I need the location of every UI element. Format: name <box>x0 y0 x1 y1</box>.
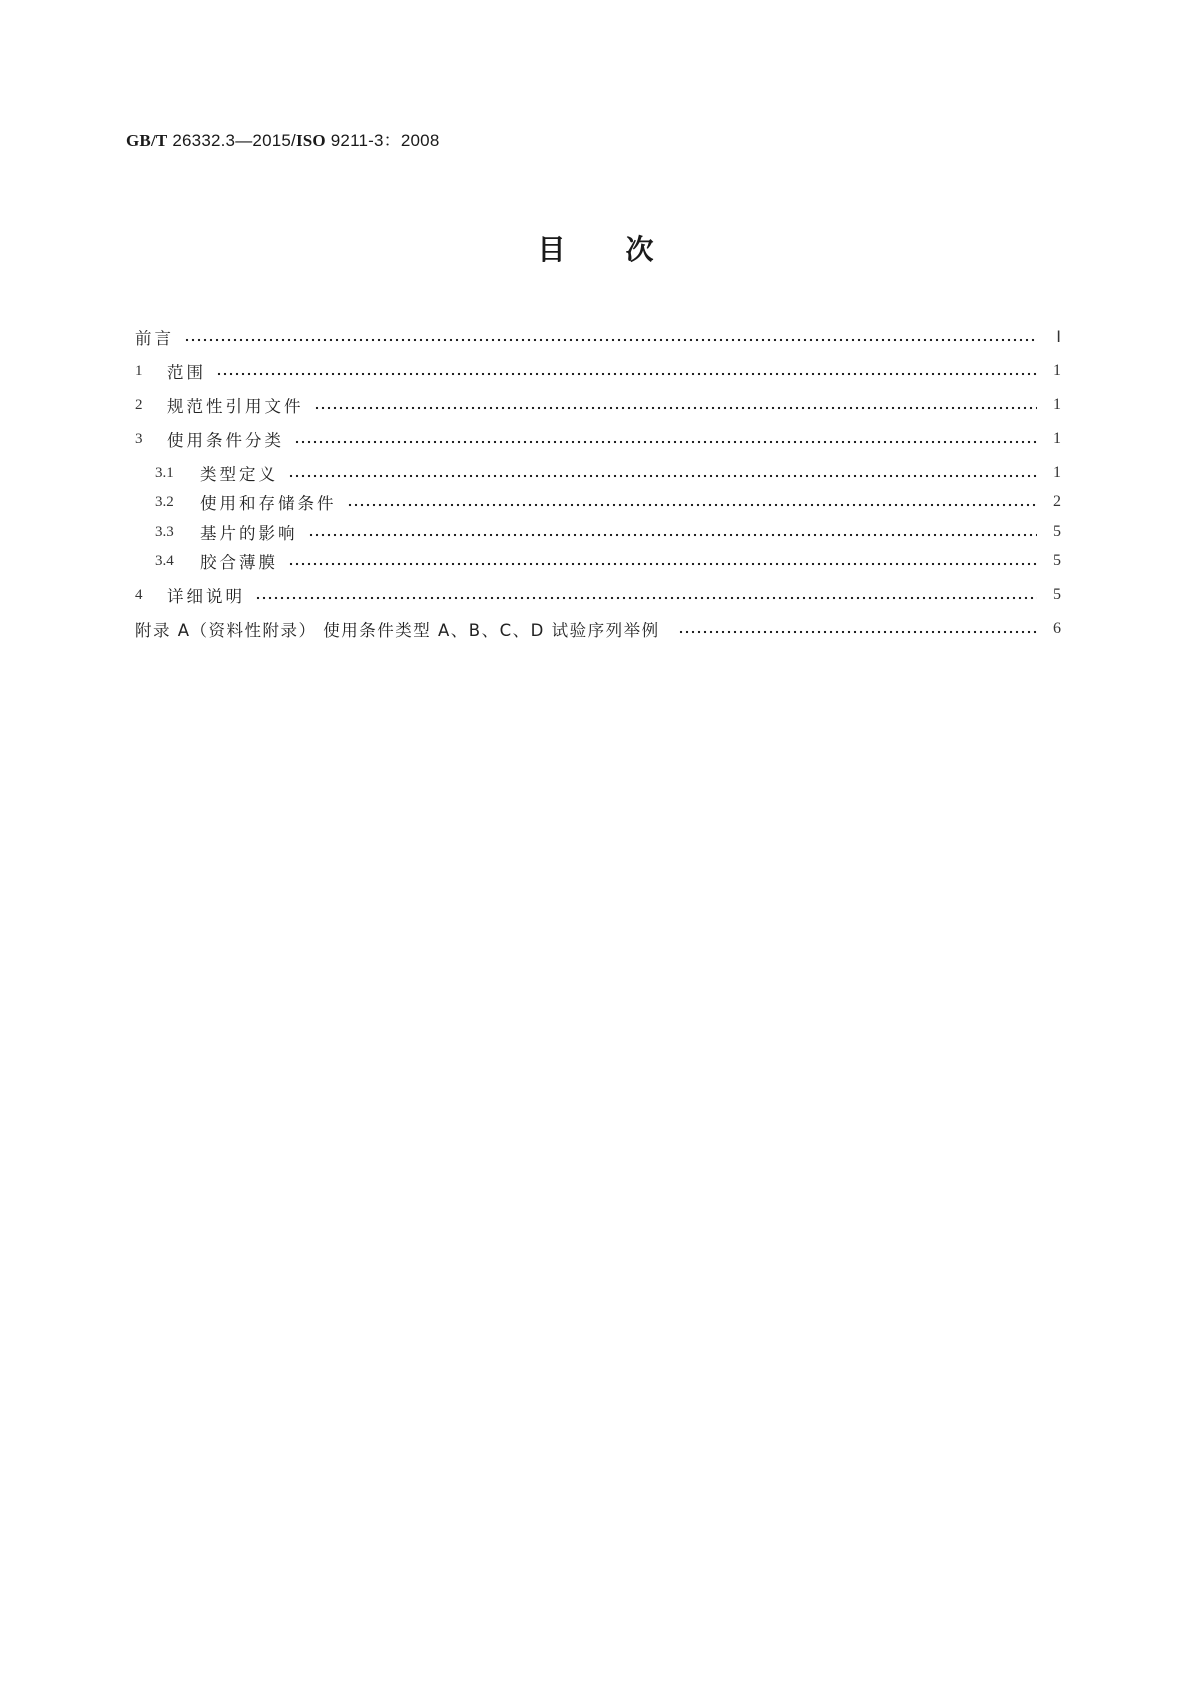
toc-page-number: 2 <box>1053 493 1061 510</box>
dot-leader <box>216 372 1037 376</box>
dot-leader <box>255 596 1037 600</box>
dot-leader <box>308 533 1038 537</box>
toc-page-number: 1 <box>1053 464 1061 481</box>
dot-leader <box>678 630 1037 634</box>
dot-leader <box>288 474 1037 478</box>
toc-section-number: 1 <box>135 362 143 379</box>
dot-leader <box>314 406 1038 410</box>
toc-label: 详细说明 <box>167 587 245 606</box>
toc-entry-classification[interactable] <box>135 426 1061 452</box>
document-header <box>126 126 439 151</box>
standard-prefix-gbt: GB/T <box>126 131 168 150</box>
toc-entry-annex-a[interactable] <box>135 616 1061 642</box>
toc-entry-normative-references[interactable] <box>135 392 1061 418</box>
toc-label: 范围 <box>167 363 206 382</box>
toc-section-number: 2 <box>135 396 143 413</box>
dot-leader <box>294 440 1037 444</box>
toc-section-number: 3.1 <box>155 464 174 481</box>
toc-section-number: 3 <box>135 430 143 447</box>
page-title <box>0 228 1191 268</box>
toc-label: 前言 <box>135 329 174 348</box>
toc-page-number: 6 <box>1053 620 1061 637</box>
toc-label: 使用条件分类 <box>167 431 284 450</box>
toc-entry-scope[interactable] <box>135 358 1061 384</box>
toc-section-number: 3.2 <box>155 493 174 510</box>
toc-entry-3-2[interactable] <box>135 489 1061 515</box>
toc-page-number: 1 <box>1053 430 1061 447</box>
toc-section-number: 3.3 <box>155 523 174 540</box>
iso-number: 9211-3：2008 <box>325 131 440 150</box>
toc-section-number: 4 <box>135 586 143 603</box>
toc-label: 附录 A（资料性附录） 使用条件类型 A、B、C、D 试验序列举例 <box>135 621 660 640</box>
toc-section-number: 3.4 <box>155 552 174 569</box>
toc-page-number: 5 <box>1053 552 1061 569</box>
toc-label: 基片的影响 <box>200 524 298 543</box>
toc-label: 类型定义 <box>200 465 278 484</box>
toc-entry-foreword[interactable] <box>135 324 1061 350</box>
dot-leader <box>184 338 1037 342</box>
title-char-1: 目 <box>537 233 566 266</box>
toc-entry-3-3[interactable] <box>135 519 1061 545</box>
toc-page-number: Ⅰ <box>1056 329 1061 346</box>
toc-entry-3-1[interactable] <box>135 460 1061 486</box>
toc-label: 规范性引用文件 <box>167 397 304 416</box>
title-char-2: 次 <box>625 233 654 266</box>
toc-page-number: 1 <box>1053 396 1061 413</box>
toc-page-number: 5 <box>1053 523 1061 540</box>
toc-label: 使用和存储条件 <box>200 494 337 513</box>
toc-entry-3-4[interactable] <box>135 548 1061 574</box>
toc-page-number: 5 <box>1053 586 1061 603</box>
toc-label: 胶合薄膜 <box>200 553 278 572</box>
dot-leader <box>288 562 1037 566</box>
standard-prefix-iso: ISO <box>295 131 326 150</box>
standard-number: 26332.3—2015/ <box>167 131 296 150</box>
dot-leader <box>347 503 1038 507</box>
toc-entry-specification[interactable] <box>135 582 1061 608</box>
toc-page-number: 1 <box>1053 362 1061 379</box>
